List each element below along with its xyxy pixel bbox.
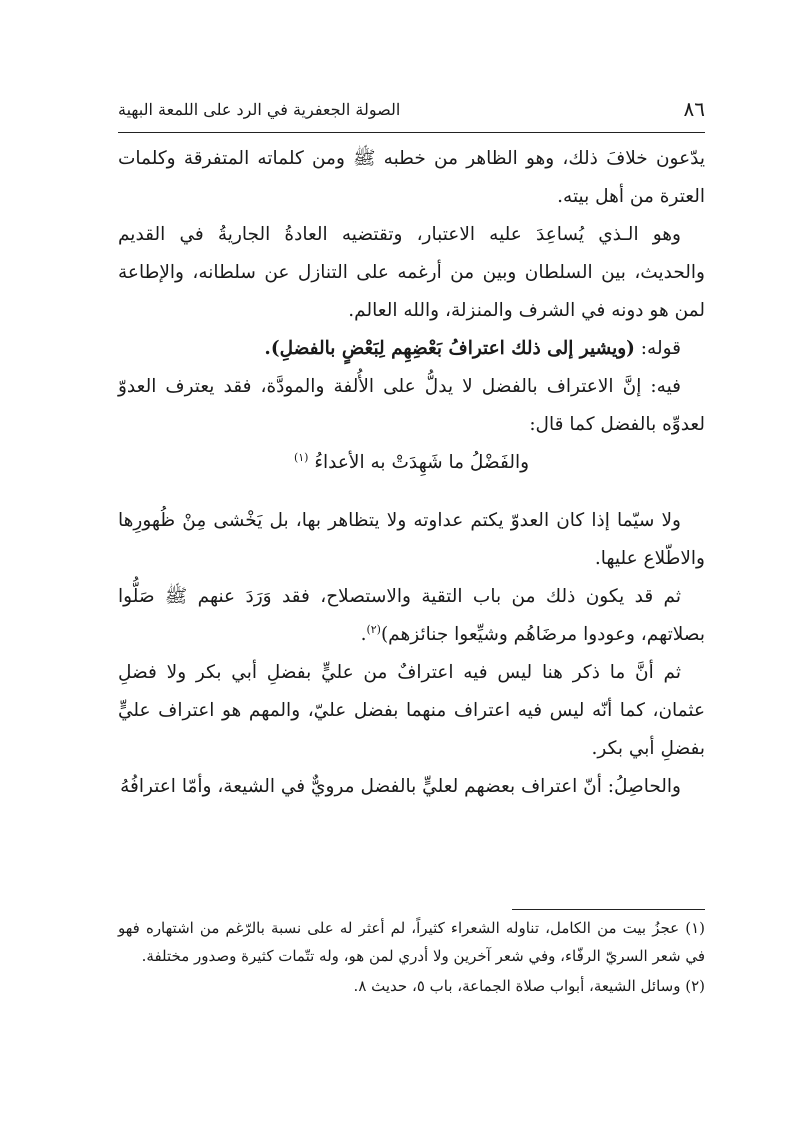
paragraph-5: ولا سيّما إذا كان العدوّ يكتم عداوته ولا يتظاهر بها، بل يَخْشى مِنْ ظُهورِها والاطّلاع عليها. — [118, 510, 705, 569]
page-header — [118, 94, 705, 126]
paragraph-4: فيه: إنَّ الاعتراف بالفضل لا يدلُّ على الأُلفة والمودَّة، فقد يعترف العدوّ لعدوِّه بالفضل كما قال: — [118, 376, 705, 435]
paragraph-6-end: . — [360, 624, 367, 645]
main-text — [118, 140, 705, 806]
running-title: الصولة الجعفرية في الرد على اللمعة البهية — [118, 100, 401, 119]
quoted-statement — [118, 330, 705, 368]
footnotes — [118, 914, 705, 1002]
paragraph-6 — [118, 578, 705, 654]
footnote-1: (١) عجزُ بيت من الكامل، تناوله الشعراء كثيراً، لم أعثر له على نسبة بالرّغم من اشتهاره فهو في شعر السريّ الرفّاء، وفي شعر آخرين ولا أدري لمن هو، وله تتّمات كثيرة وصدور مختلفة. — [118, 919, 705, 965]
paragraph-6-text: ثم قد يكون ذلك من باب التقية والاستصلاح، فقد وَرَدَ عنهم ﷺ صَلُّوا بصلاتهم، وعودوا مرضَاهُم وشيِّعوا جنائزهم) — [118, 586, 705, 645]
footnote-2: (٢) وسائل الشيعة، أبواب صلاة الجماعة، باب ٥، حديث ٨. — [353, 977, 705, 995]
quote-text: (ويشير إلى ذلك اعترافُ بَعْضِهِم لِبَعْضٍ بالفضلِ). — [264, 338, 635, 359]
paragraph-7: ثم أنَّ ما ذكر هنا ليس فيه اعترافٌ من عليٍّ بفضلِ أبي بكر ولا فضلِ عثمان، كما أنّه ليس فيه اعتراف منهما بفضل عليّ، والمهم هو اعتراف عليٍّ بفضلِ أبي بكر. — [118, 662, 705, 759]
footnote-ref-2: (٢) — [366, 622, 381, 636]
quote-prefix: قوله: — [634, 338, 681, 359]
paragraph-2: وهو الـذي يُساعِدَ عليه الاعتبار، وتقتضيه العادةُ الجاريةُ في القديم والحديث، بين السلطان وبين من أرغمه على التنازل عن سلطانه، والإطاعة لمن هو دونه في الشرف والمنزلة، والله العالم. — [118, 224, 705, 321]
verse-text: والفَضْلُ ما شَهِدَتْ به الأعداءُ — [314, 452, 530, 473]
footnote-ref-1: (١) — [293, 450, 309, 464]
paragraph-1: يدّعون خلافَ ذلك، وهو الظاهر من خطبه ﷺ ومن كلماته المتفرقة وكلمات العترة من أهل بيته. — [118, 148, 705, 207]
footnote-divider — [512, 909, 705, 910]
paragraph-8: والحاصِلُ: أنّ اعتراف بعضهم لعليٍّ بالفضل مرويٌّ في الشيعة، وأمّا اعترافُهُ — [120, 776, 681, 797]
page-number: ٨٦ — [683, 97, 705, 121]
header-divider — [118, 132, 705, 133]
verse-line — [118, 444, 705, 482]
